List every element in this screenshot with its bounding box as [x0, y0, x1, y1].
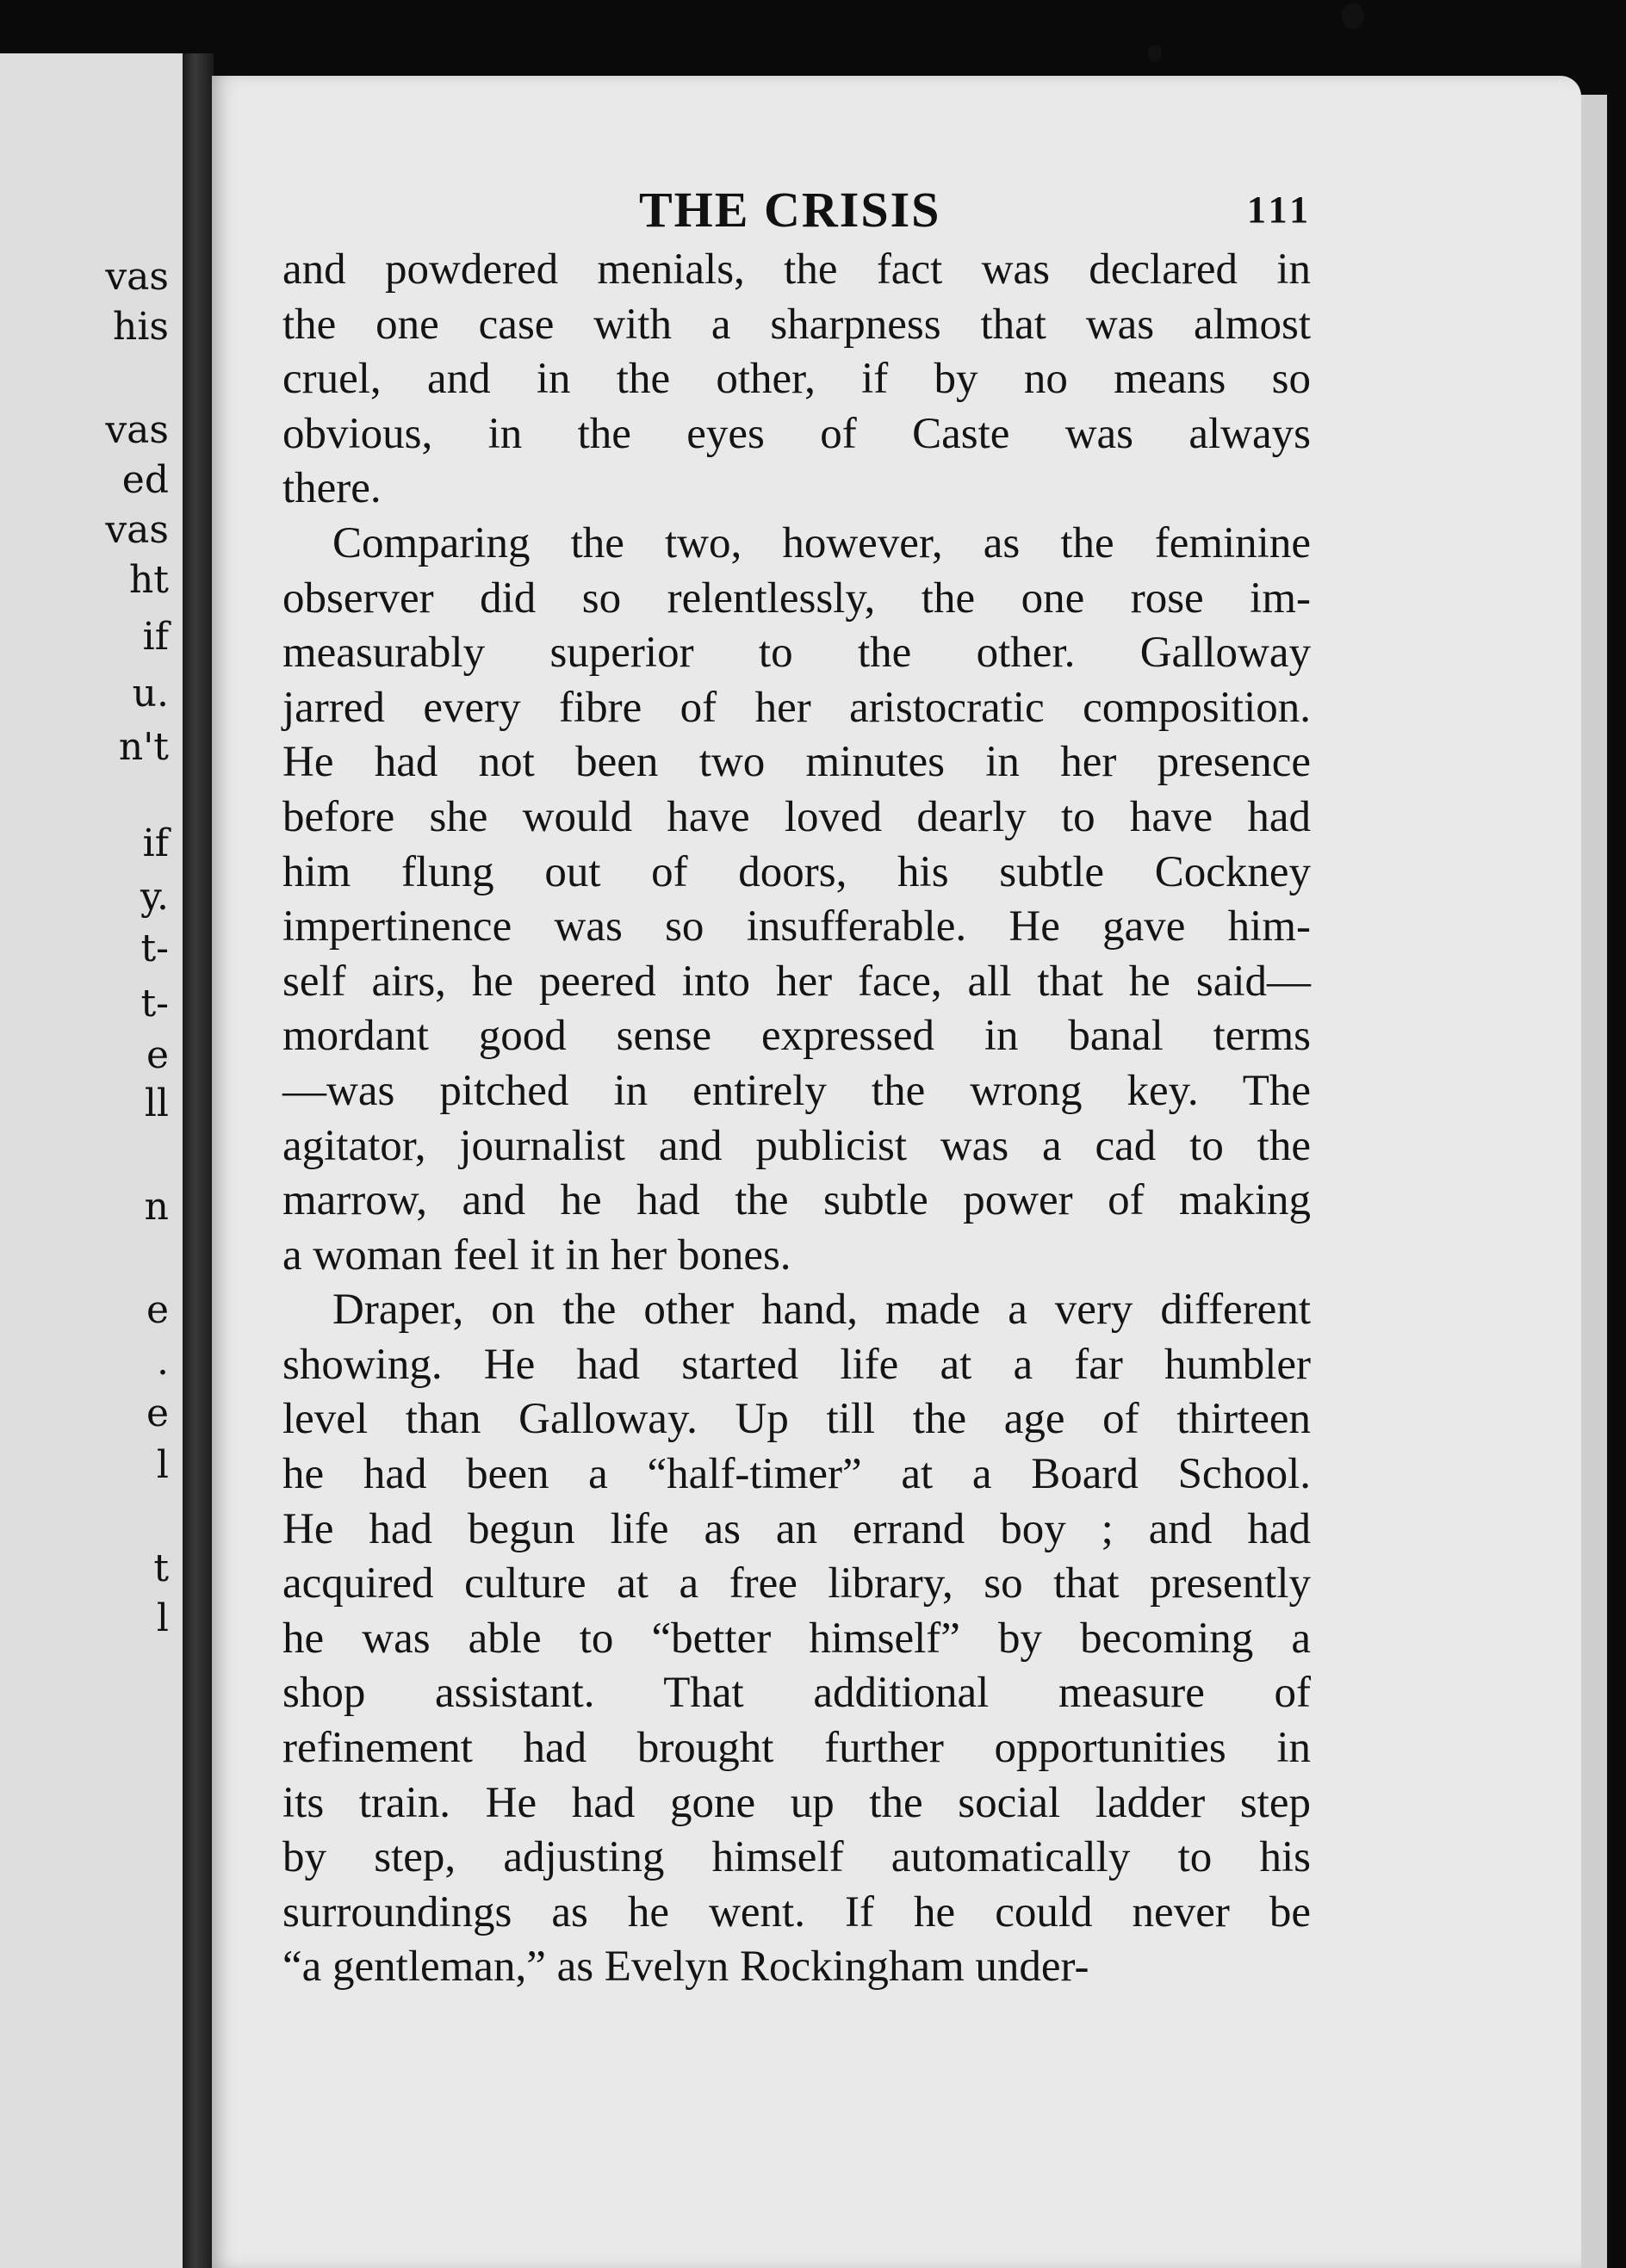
previous-page-fragment: t- — [140, 926, 169, 970]
previous-page-fragment: e — [146, 1288, 169, 1332]
previous-page-fragment: t- — [140, 982, 169, 1026]
text-line: the one case with a sharpness that was almost — [282, 300, 1311, 349]
text-line: observer did so relentlessly, the one rose im- — [282, 573, 1311, 623]
previous-page-fragment: n't — [118, 725, 169, 769]
text-line: he was able to “better himself” by becoming a — [282, 1614, 1311, 1663]
previous-page-fragment: if — [142, 821, 169, 865]
text-line: obvious, in the eyes of Caste was always — [282, 409, 1311, 458]
text-line: before she would have loved dearly to have had — [282, 792, 1311, 841]
text-line: impertinence was so insufferable. He gave him- — [282, 902, 1311, 951]
previous-page-fragment: if — [142, 615, 169, 659]
text-line: Comparing the two, however, as the feminine — [332, 518, 1311, 567]
text-line: a woman feel it in her bones. — [282, 1230, 791, 1280]
text-line: shop assistant. That additional measure of — [282, 1669, 1311, 1718]
text-line: there. — [282, 464, 382, 513]
book-page — [212, 76, 1581, 2268]
previous-page-fragment: l — [156, 1443, 169, 1487]
previous-page-fragment: ht — [128, 558, 169, 602]
text-line: and powdered menials, the fact was declared in — [282, 245, 1311, 294]
text-line: measurably superior to the other. Galloway — [282, 629, 1311, 678]
text-line: surroundings as he went. If he could never be — [282, 1887, 1311, 1936]
text-line: He had begun life as an errand boy ; and had — [282, 1504, 1311, 1553]
previous-page-fragment: e — [146, 1391, 169, 1435]
ink-blot — [1342, 3, 1364, 29]
text-line: agitator, journalist and publicist was a cad to the — [282, 1121, 1311, 1170]
page-number: 111 — [1247, 189, 1313, 231]
text-line: mordant good sense expressed in banal terms — [282, 1012, 1311, 1061]
book-gutter — [183, 53, 214, 2268]
text-line: refinement had brought further opportunities in — [282, 1724, 1311, 1773]
previous-page-fragment: y. — [140, 875, 169, 919]
previous-page-fragment: vas — [105, 255, 169, 299]
previous-page-fragment: vas — [105, 408, 169, 452]
text-line: him flung out of doors, his subtle Cockney — [282, 847, 1311, 896]
previous-page-fragment: e — [146, 1033, 169, 1077]
page-edge — [1581, 95, 1607, 2268]
previous-page-sliver — [0, 53, 183, 2268]
ink-blot — [1148, 45, 1162, 62]
body-text — [282, 243, 1311, 1995]
text-line: self airs, he peered into her face, all that he said— — [282, 957, 1311, 1006]
previous-page-fragment: t — [153, 1546, 169, 1590]
running-head — [212, 181, 1581, 241]
previous-page-fragment: u. — [132, 672, 169, 716]
previous-page-fragment: . — [157, 1340, 169, 1384]
text-line: Draper, on the other hand, made a very different — [332, 1286, 1311, 1335]
previous-page-fragment: l — [156, 1596, 169, 1640]
text-line: “a gentleman,” as Evelyn Rockingham under- — [282, 1943, 1089, 1992]
previous-page-fragment: ll — [144, 1081, 169, 1125]
text-line: acquired culture at a free library, so that presently — [282, 1559, 1311, 1608]
text-line: jarred every fibre of her aristocratic composition. — [282, 683, 1311, 732]
text-line: showing. He had started life at a far humbler — [282, 1340, 1311, 1389]
text-line: —was pitched in entirely the wrong key. The — [282, 1066, 1311, 1115]
text-line: cruel, and in the other, if by no means so — [282, 355, 1311, 404]
text-line: by step, adjusting himself automatically to his — [282, 1833, 1311, 1882]
text-line: its train. He had gone up the social ladder step — [282, 1778, 1311, 1827]
running-title: THE CRISIS — [639, 182, 941, 238]
text-line: he had been a “half-timer” at a Board School. — [282, 1450, 1311, 1499]
previous-page-fragment: n — [144, 1185, 169, 1229]
text-line: He had not been two minutes in her presence — [282, 738, 1311, 787]
previous-page-fragment: vas — [105, 508, 169, 552]
text-line: marrow, and he had the subtle power of making — [282, 1176, 1311, 1225]
previous-page-fragment: his — [113, 305, 169, 349]
previous-page-fragment: ed — [121, 458, 169, 502]
text-line: level than Galloway. Up till the age of thirteen — [282, 1395, 1311, 1444]
